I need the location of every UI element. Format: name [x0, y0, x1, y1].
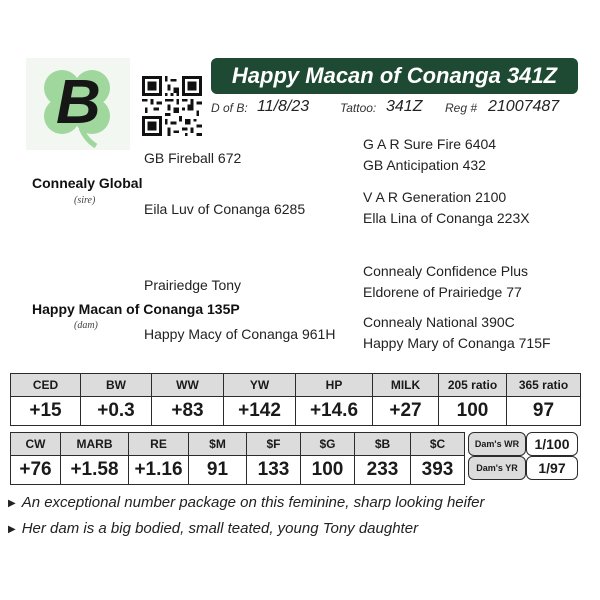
sire-name: Connealy Global — [32, 175, 143, 191]
clover-logo — [26, 58, 130, 150]
reg-value: 21007487 — [488, 98, 560, 115]
epd-header-hp: HP — [296, 374, 373, 397]
epd-header-b: $B — [355, 433, 411, 456]
dam-role: (dam) — [74, 320, 98, 331]
epd-header-ced: CED — [11, 374, 81, 397]
epd-header-yw: YW — [224, 374, 296, 397]
epd-header-g: $G — [301, 433, 355, 456]
dam-dam: Happy Macy of Conanga 961H — [144, 326, 336, 342]
epd-value-b: 233 — [355, 456, 411, 485]
dam-wr-value: 1/100 — [526, 432, 578, 456]
epd-value-bw: +0.3 — [81, 397, 152, 426]
epd-header-marb: MARB — [61, 433, 129, 456]
note-item — [8, 520, 418, 537]
sire-sire: GB Fireball 672 — [144, 150, 242, 166]
triangle-right-icon: ▶ — [8, 524, 16, 535]
epd-value-re: +1.16 — [129, 456, 189, 485]
dam-stats-table — [468, 432, 578, 480]
dam-sire: Prairiedge Tony — [144, 277, 242, 293]
dam-yr-label: Dam's YR — [468, 456, 526, 480]
epd-header-bw: BW — [81, 374, 152, 397]
epd-header-cw: CW — [11, 433, 61, 456]
sire-sire-sire: G A R Sure Fire 6404 — [363, 136, 497, 152]
note-item — [8, 494, 484, 511]
epd-value-ced: +15 — [11, 397, 81, 426]
epd-table-2 — [10, 432, 465, 485]
epd-header-c: $C — [411, 433, 465, 456]
epd-header-row — [11, 433, 465, 456]
epd-value-ww: +83 — [152, 397, 224, 426]
qr-code-icon[interactable] — [142, 76, 202, 136]
sire-sire-dam: GB Anticipation 432 — [363, 157, 486, 173]
epd-header-205-ratio: 205 ratio — [439, 374, 507, 397]
epd-value-marb: +1.58 — [61, 456, 129, 485]
epd-value-m: 91 — [189, 456, 247, 485]
epd-value-205-ratio: 100 — [439, 397, 507, 426]
sire-dam: Eila Luv of Conanga 6285 — [144, 201, 306, 217]
dob-label: D of B: — [211, 101, 248, 115]
epd-header-re: RE — [129, 433, 189, 456]
epd-value-row — [11, 456, 465, 485]
reg-label: Reg # — [445, 101, 478, 115]
epd-header-milk: MILK — [373, 374, 439, 397]
tattoo-label: Tattoo: — [340, 101, 377, 115]
epd-header-365-ratio: 365 ratio — [507, 374, 581, 397]
dam-dam-dam: Happy Mary of Conanga 715F — [363, 335, 551, 351]
dam-sire-sire: Connealy Confidence Plus — [363, 263, 528, 279]
dam-wr-label: Dam's WR — [468, 432, 526, 456]
epd-value-g: 100 — [301, 456, 355, 485]
tattoo-value: 341Z — [386, 98, 423, 115]
triangle-right-icon: ▶ — [8, 498, 16, 509]
epd-table-1 — [10, 373, 581, 426]
epd-value-milk: +27 — [373, 397, 439, 426]
note-text: An exceptional number package on this feminine, sharp looking heifer — [21, 494, 485, 511]
logo-letter: B — [56, 68, 101, 137]
note-text: Her dam is a big bodied, small teated, young Tony daughter — [21, 520, 419, 537]
animal-title: Happy Macan of Conanga 341Z — [231, 63, 558, 88]
dam-dam-sire: Connealy National 390C — [363, 314, 515, 330]
dam-yr-value: 1/97 — [526, 456, 578, 480]
sire-role: (sire) — [74, 195, 96, 206]
dam-sire-dam: Eldorene of Prairiedge 77 — [363, 284, 522, 300]
epd-value-c: 393 — [411, 456, 465, 485]
epd-value-365-ratio: 97 — [507, 397, 581, 426]
animal-title-banner — [211, 58, 578, 94]
sire-dam-dam: Ella Lina of Conanga 223X — [363, 210, 530, 226]
epd-header-ww: WW — [152, 374, 224, 397]
sire-dam-sire: V A R Generation 2100 — [363, 189, 507, 205]
epd-value-cw: +76 — [11, 456, 61, 485]
epd-value-row — [11, 397, 581, 426]
dob-value: 11/8/23 — [257, 98, 310, 115]
epd-value-yw: +142 — [224, 397, 296, 426]
dam-name: Happy Macan of Conanga 135P — [32, 301, 240, 317]
epd-value-f: 133 — [247, 456, 301, 485]
epd-header-row — [11, 374, 581, 397]
epd-header-m: $M — [189, 433, 247, 456]
epd-value-hp: +14.6 — [296, 397, 373, 426]
epd-header-f: $F — [247, 433, 301, 456]
